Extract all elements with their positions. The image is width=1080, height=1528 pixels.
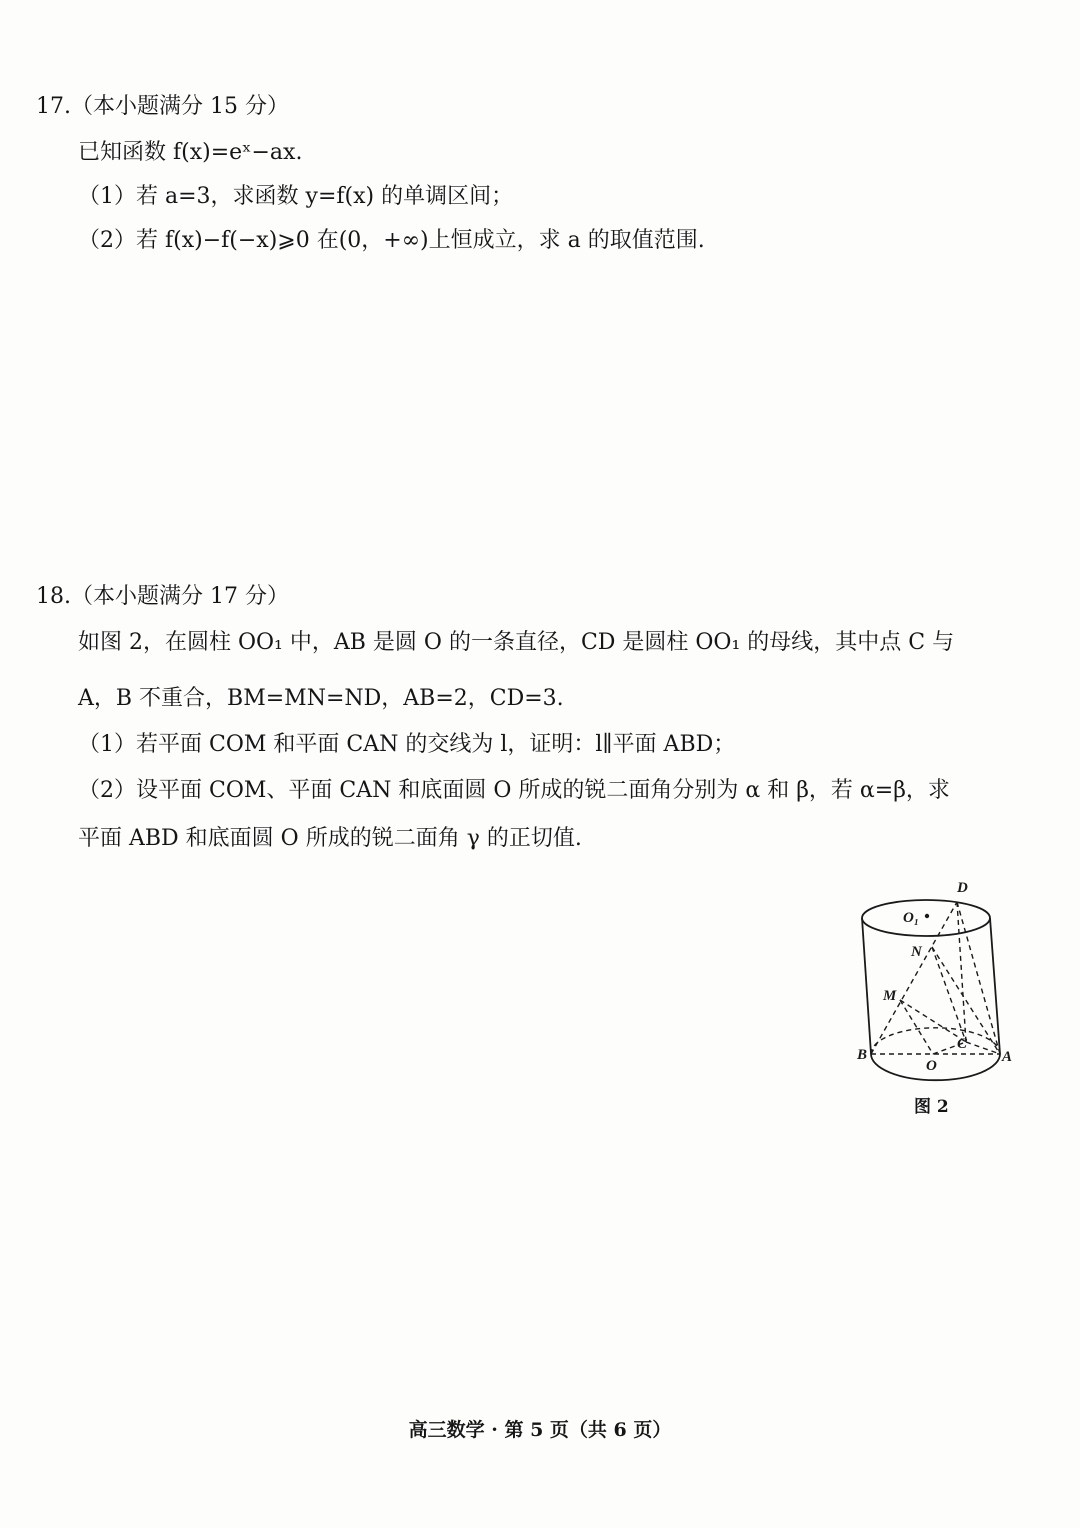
cylinder-figure [845,872,1035,1122]
cylinder-right-side [990,918,1000,1054]
q17-score: （本小题满分 15 分） [71,94,289,119]
q18-part1: （1）若平面 COM 和平面 CAN 的交线为 l，证明：l∥平面 ABD； [78,732,736,757]
q17-number: 17. [36,94,71,119]
figure-caption: 图 2 [914,1097,949,1117]
q18-line2: A，B 不重合，BM=MN=ND，AB=2，CD=3. [78,686,564,711]
generatrix-cd [957,902,966,1042]
q17-intro: 已知函数 f(x)=eˣ−ax. [78,140,303,165]
page-footer: 高三数学 · 第 5 页（共 6 页） [408,1419,672,1441]
q17-part1: （1）若 a=3，求函数 y=f(x) 的单调区间； [78,184,514,209]
top-circle [862,900,990,936]
q17-part2: （2）若 f(x)−f(−x)⩾0 在(0，+∞)上恒成立，求 a 的取值范围. [78,228,705,253]
label-d: D [957,880,968,896]
label-c: C [957,1036,968,1052]
label-m: M [883,988,897,1004]
q18-number: 18. [36,584,71,609]
q18-line1: 如图 2，在圆柱 OO₁ 中，AB 是圆 O 的一条直径，CD 是圆柱 OO₁ 的母线，其中点 C 与 [78,630,955,655]
center-o1-dot [925,914,929,918]
cylinder-left-side [862,918,871,1054]
label-b: B [857,1047,868,1063]
label-o1: O₁ [903,910,920,926]
label-n: N [911,944,922,960]
segment-mo [900,1000,933,1054]
bottom-circle-back [871,1028,1000,1054]
q17-header [36,92,289,122]
label-o: O [926,1058,937,1074]
q18-score: （本小题满分 17 分） [71,584,289,609]
q18-header [36,582,289,612]
q18-part2-line2: 平面 ABD 和底面圆 O 所成的锐二面角 γ 的正切值. [78,826,582,851]
label-a: A [1002,1049,1013,1065]
q18-part2-line1: （2）设平面 COM、平面 CAN 和底面圆 O 所成的锐二面角分别为 α 和 β，若 α=β，求 [78,778,950,803]
